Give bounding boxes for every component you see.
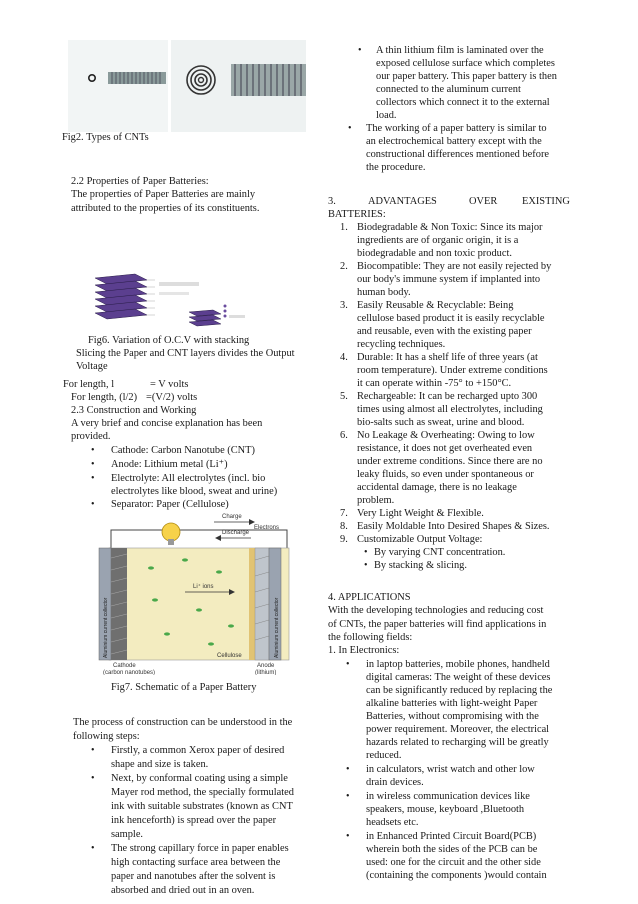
fig2-cnt-multi-wall bbox=[171, 40, 306, 132]
step-2-line4: ink henceforth) is spread over the paper bbox=[111, 815, 277, 826]
bullet: • bbox=[91, 459, 95, 470]
step-3-line1: The strong capillary force in paper enables bbox=[111, 843, 289, 854]
section-2-2-title: 2.2 Properties of Paper Batteries: bbox=[71, 176, 209, 187]
section-4-line1: With the developing technologies and reducing cost bbox=[328, 605, 544, 616]
component-anode: Anode: Lithium metal (Li⁺) bbox=[111, 459, 228, 470]
app-1-line5: Batteries, without compromising with the bbox=[366, 711, 539, 722]
fig6-line3: Voltage bbox=[76, 361, 108, 372]
app-2-line1: in calculators, wrist watch and other low bbox=[366, 764, 535, 775]
app-3-line1: in wireless communication devices like bbox=[366, 791, 530, 802]
bullet: • bbox=[346, 764, 350, 775]
bullet: • bbox=[346, 831, 350, 842]
adv-8-line1: Easily Moldable Into Desired Shapes & Sizes. bbox=[357, 521, 550, 532]
right-bullet-1-line6: load. bbox=[376, 110, 397, 121]
step-3-line2: high contacting surface area between the bbox=[111, 857, 281, 868]
section-4-title: 4. APPLICATIONS bbox=[328, 592, 411, 603]
right-bullet-1-line1: A thin lithium film is laminated over the bbox=[376, 45, 544, 56]
app-1-line2: digital cameras: The weight of these devices bbox=[366, 672, 551, 683]
step-2-line2: Mayer rod method, the specially formulated bbox=[111, 787, 294, 798]
fig6-line2: Slicing the Paper and CNT layers divides the Output bbox=[76, 348, 295, 359]
step-2-line5: sample. bbox=[111, 829, 144, 840]
bullet: • bbox=[91, 773, 95, 784]
fig7-label-discharge: Discharge bbox=[222, 530, 250, 536]
app-4-line3: used: one for the circuit and the other side bbox=[366, 857, 541, 868]
adv-1-line1: Biodegradable & Non Toxic: Since its major bbox=[357, 222, 543, 233]
fig7-label-charge: Charge bbox=[222, 514, 242, 520]
fig7-label-li-ions: Li⁺ ions bbox=[193, 584, 214, 590]
right-bullet-2-line3: constructional differences mentioned before bbox=[366, 149, 550, 160]
adv-1-line3: biodegradable and non toxic product. bbox=[357, 248, 512, 259]
fig6-caption: Fig6. Variation of O.C.V with stacking bbox=[88, 335, 250, 346]
adv-2-line3: human body. bbox=[357, 287, 411, 298]
bullet: • bbox=[91, 843, 95, 854]
bullet: • bbox=[364, 560, 368, 571]
adv-3-num: 3. bbox=[340, 300, 348, 311]
app-2-line2: drain devices. bbox=[366, 777, 424, 788]
formula-2-rhs: =(V/2) volts bbox=[146, 392, 198, 403]
section-2-2-line1: The properties of Paper Batteries are mainly bbox=[71, 189, 256, 200]
process-line2: following steps: bbox=[73, 731, 140, 742]
fig2-image-right bbox=[171, 40, 306, 132]
app-3-line3: headsets etc. bbox=[366, 817, 419, 828]
adv-6-line5: accidental damage, there is no leakage bbox=[357, 482, 517, 493]
bullet: • bbox=[346, 791, 350, 802]
fig7-label-anode-sub: (lithium) bbox=[255, 670, 277, 675]
adv-9-num: 9. bbox=[340, 534, 348, 545]
component-electrolyte: Electrolyte: All electrolytes (incl. bio bbox=[111, 473, 266, 484]
voltage-sub-2: By stacking & slicing. bbox=[374, 560, 467, 571]
adv-8-num: 8. bbox=[340, 521, 348, 532]
step-2-line1: Next, by conformal coating using a simple bbox=[111, 773, 288, 784]
adv-2-line1: Biocompatible: They are not easily rejected by bbox=[357, 261, 552, 272]
adv-6-line4: leaky fluids, so even under spontaneous or bbox=[357, 469, 534, 480]
section-2-3-line2: provided. bbox=[71, 431, 111, 442]
fig7-label-left-collector: Aluminium current collector bbox=[103, 597, 109, 658]
bullet: • bbox=[358, 45, 362, 56]
adv-1-num: 1. bbox=[340, 222, 348, 233]
adv-6-line6: problem. bbox=[357, 495, 395, 506]
right-bullet-2-line1: The working of a paper battery is similar to bbox=[366, 123, 547, 134]
section-2-3-line1: A very brief and concise explanation has been bbox=[71, 418, 263, 429]
formula-1-lhs: For length, l bbox=[63, 379, 115, 390]
right-bullet-1-line5: collectors which connect it to the external bbox=[376, 97, 550, 108]
app-1-line7: hazards related to recharging will be greatly bbox=[366, 737, 549, 748]
section-3-number: 3. bbox=[328, 196, 336, 207]
section-3-word-over: OVER bbox=[469, 196, 498, 207]
fig2-caption: Fig2. Types of CNTs bbox=[62, 132, 149, 143]
step-1-line2: shape and size is taken. bbox=[111, 759, 209, 770]
app-1-line6: power requirement. Moreover, the electrical bbox=[366, 724, 550, 735]
fig7-label-right-collector: Aluminium current collector bbox=[274, 597, 280, 658]
adv-6-line1: No Leakage & Overheating: Owing to low bbox=[357, 430, 535, 441]
fig7-label-anode: Anode bbox=[257, 663, 275, 669]
adv-7-num: 7. bbox=[340, 508, 348, 519]
app-1-line4: alkaline batteries with light-weight Paper bbox=[366, 698, 538, 709]
bullet: • bbox=[91, 445, 95, 456]
adv-5-line2: times using almost all electrolytes, including bbox=[357, 404, 543, 415]
right-bullet-1-line3: our paper battery. This paper battery is then bbox=[376, 71, 557, 82]
section-4-line2: of CNTs, the paper batteries will find applications in bbox=[328, 619, 547, 630]
adv-2-line2: our body's immune system if implanted into bbox=[357, 274, 541, 285]
app-1-line3: can be significantly reduced by replacing the bbox=[366, 685, 553, 696]
app-4-line1: in Enhanced Printed Circuit Board(PCB) bbox=[366, 831, 537, 842]
section-3-word-existing: EXISTING bbox=[522, 196, 570, 207]
bullet: • bbox=[91, 499, 95, 510]
adv-3-line2: cellulose based product it is easily recyclable bbox=[357, 313, 545, 324]
section-4-line3: the following fields: bbox=[328, 632, 413, 643]
process-line1: The process of construction can be understood in the bbox=[73, 717, 293, 728]
section-3-word-advantages: ADVANTAGES bbox=[368, 196, 437, 207]
fig7-label-cellulose: Cellulose bbox=[217, 653, 242, 659]
bullet: • bbox=[91, 473, 95, 484]
app-4-line2: wherein both the sides of the PCB can be bbox=[366, 844, 538, 855]
bullet: • bbox=[91, 745, 95, 756]
bullet: • bbox=[364, 547, 368, 558]
adv-6-num: 6. bbox=[340, 430, 348, 441]
section-3-title-line2: BATTERIES: bbox=[328, 209, 386, 220]
fig7-schematic bbox=[89, 510, 309, 675]
adv-5-line1: Rechargeable: It can be recharged upto 300 bbox=[357, 391, 538, 402]
formula-1-rhs: = V volts bbox=[150, 379, 189, 390]
formula-2-lhs: For length, (l/2) bbox=[71, 392, 138, 403]
fig6-stacking-image bbox=[85, 268, 250, 330]
right-bullet-2-line4: the procedure. bbox=[366, 162, 426, 173]
right-bullet-1-line4: connected to the aluminum current bbox=[376, 84, 521, 95]
adv-3-line1: Easily Reusable & Recyclable: Being bbox=[357, 300, 514, 311]
fig7-caption: Fig7. Schematic of a Paper Battery bbox=[111, 682, 257, 693]
adv-3-line3: and reusable, even with the existing paper bbox=[357, 326, 532, 337]
step-3-line3: paper and nanotubes after the solvent is bbox=[111, 871, 276, 882]
fig7-label-cathode-sub: (carbon nanotubes) bbox=[103, 670, 156, 675]
app-3-line2: speakers, mouse, keyboard ,Bluetooth bbox=[366, 804, 525, 815]
voltage-sub-1: By varying CNT concentration. bbox=[374, 547, 506, 558]
app-1-line1: in laptop batteries, mobile phones, handheld bbox=[366, 659, 550, 670]
step-2-line3: ink with suitable substrates (known as CNT bbox=[111, 801, 293, 812]
fig7-label-cathode: Cathode bbox=[113, 663, 136, 669]
step-3-line4: absorbed and dried out in an oven. bbox=[111, 885, 255, 896]
adv-5-num: 5. bbox=[340, 391, 348, 402]
fig6-stack-diagram bbox=[85, 268, 250, 330]
adv-4-line2: room temperature). Under extreme conditions bbox=[357, 365, 548, 376]
fig7-label-electrons: Electrons bbox=[254, 525, 280, 531]
section-2-3-title: 2.3 Construction and Working bbox=[71, 405, 197, 416]
adv-1-line2: ingredients are of organic origin, it is a bbox=[357, 235, 519, 246]
adv-4-num: 4. bbox=[340, 352, 348, 363]
adv-9-line1: Customizable Output Voltage: bbox=[357, 534, 483, 545]
component-cathode: Cathode: Carbon Nanotube (CNT) bbox=[111, 445, 255, 456]
fig7-battery-diagram bbox=[89, 510, 309, 675]
adv-3-line4: recycling techniques. bbox=[357, 339, 446, 350]
app-1-line8: reduced. bbox=[366, 750, 402, 761]
adv-4-line3: it can operate within -75° to +150°C. bbox=[357, 378, 512, 389]
app-4-line4: (containing the components )would contain bbox=[366, 870, 547, 881]
bullet: • bbox=[348, 123, 352, 134]
component-electrolyte-cont: electrolytes like blood, sweat and urine) bbox=[111, 486, 278, 497]
adv-6-line2: resistance, it does not get overheated even bbox=[357, 443, 533, 454]
adv-7-line1: Very Light Weight & Flexible. bbox=[357, 508, 484, 519]
fig2-cnt-single-wall bbox=[68, 40, 168, 132]
fig2-image-left bbox=[68, 40, 168, 132]
adv-5-line3: bio-salts such as sweat, urine and blood. bbox=[357, 417, 525, 428]
step-1-line1: Firstly, a common Xerox paper of desired bbox=[111, 745, 285, 756]
right-bullet-2-line2: an electrochemical battery except with the bbox=[366, 136, 542, 147]
adv-6-line3: under extreme conditions. Since there are no bbox=[357, 456, 543, 467]
section-4-sub1: 1. In Electronics: bbox=[328, 645, 400, 656]
section-2-2-line2: attributed to the properties of its constituents. bbox=[71, 203, 260, 214]
adv-2-num: 2. bbox=[340, 261, 348, 272]
right-bullet-1-line2: exposed cellulose surface which completes bbox=[376, 58, 555, 69]
component-separator: Separator: Paper (Cellulose) bbox=[111, 499, 229, 510]
bullet: • bbox=[346, 659, 350, 670]
adv-4-line1: Durable: It has a shelf life of three years (at bbox=[357, 352, 538, 363]
